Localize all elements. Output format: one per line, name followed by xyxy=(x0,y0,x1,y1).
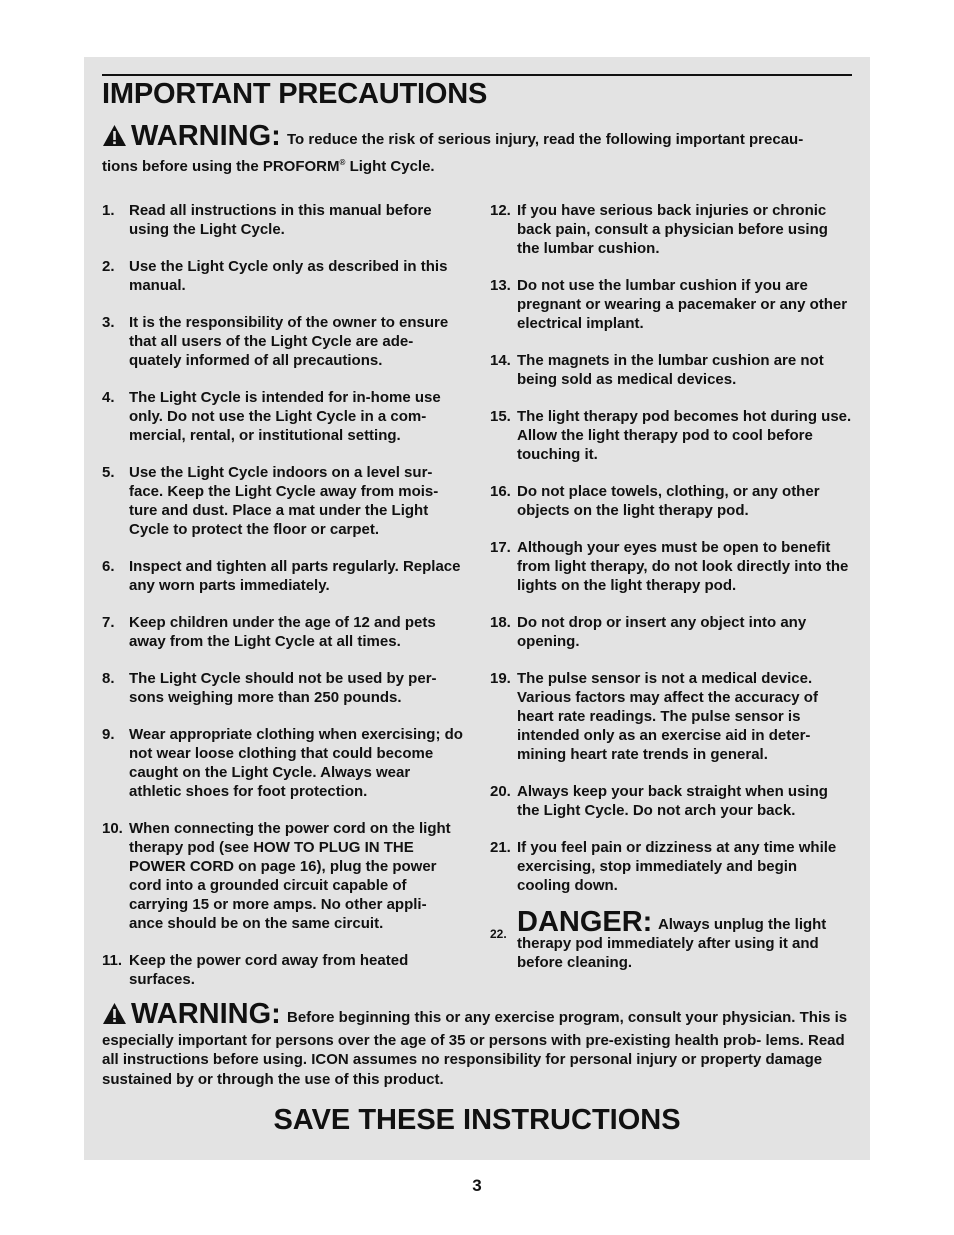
item-number: 8. xyxy=(102,670,115,687)
list-item xyxy=(102,725,464,801)
warning-text-3: Light Cycle. xyxy=(345,157,435,175)
warning-triangle-icon xyxy=(102,124,127,153)
item-text: If you have serious back injuries or chronic back pain, consult a physician before using the lumbar cushion. xyxy=(517,202,828,257)
item-number: 17. xyxy=(490,539,511,556)
item-text: Always keep your back straight when using the Light Cycle. Do not arch your back. xyxy=(517,783,828,819)
item-number: 21. xyxy=(490,839,511,856)
item-text: Although your eyes must be open to benefit from light therapy, do not look directly into the lights on the light therapy pod. xyxy=(517,539,849,594)
item-number: 13. xyxy=(490,277,511,294)
item-text: The light therapy pod becomes hot during use. Allow the light therapy pod to cool before touching it. xyxy=(517,408,852,463)
item-number: 15. xyxy=(490,408,511,425)
list-item xyxy=(102,613,464,651)
item-text: Wear appropriate clothing when exercising; do not wear loose clothing that could become caught on the Light Cycle. Always wear athletic shoes for foot protection. xyxy=(129,726,463,800)
warning-text-1: To reduce the risk of serious injury, read the following important precau- xyxy=(287,131,804,148)
save-instructions-heading: SAVE THESE INSTRUCTIONS xyxy=(273,1104,681,1136)
list-item xyxy=(102,669,464,707)
warning-text-2: tions before using the PROFORM xyxy=(102,157,340,175)
list-item xyxy=(102,557,464,595)
item-number: 14. xyxy=(490,352,511,369)
list-item xyxy=(102,201,464,239)
list-item xyxy=(490,838,852,895)
item-text: The pulse sensor is not a medical device. Various factors may affect the accuracy of heart rate readings. The pulse sensor is intended only as an exercise aid in deter- mining heart rate trends in general. xyxy=(517,670,818,763)
list-item xyxy=(490,782,852,820)
warning-label: WARNING: xyxy=(131,120,281,152)
item-text: Do not drop or insert any object into any opening. xyxy=(517,614,807,650)
warning-triangle-icon xyxy=(102,1002,127,1031)
page-title: IMPORTANT PRECAUTIONS xyxy=(102,78,488,110)
item-number: 20. xyxy=(490,783,511,800)
warning-final-text: Before beginning this or any exercise program, consult your physician. This is especially important for persons over the age of 35 or persons with pre-existing health prob- lems. Read all instructions before using. ICON assumes no responsibility for personal injury or property damage sustained by or through the use of this product. xyxy=(102,1009,848,1088)
item-text: Keep children under the age of 12 and pets away from the Light Cycle at all times. xyxy=(129,614,436,650)
item-text: Use the Light Cycle indoors on a level sur- face. Keep the Light Cycle away from mois- ture and dust. Place a mat under the Light Cycle to protect the floor or carpet. xyxy=(129,464,439,538)
item-text: Keep the power cord away from heated surfaces. xyxy=(129,952,409,988)
list-item xyxy=(490,201,852,258)
item-text: Read all instructions in this manual before using the Light Cycle. xyxy=(129,202,432,238)
list-item xyxy=(490,538,852,595)
item-number: 11. xyxy=(102,952,123,969)
list-item xyxy=(102,388,464,445)
item-number: 16. xyxy=(490,483,511,500)
item-text: Use the Light Cycle only as described in this manual. xyxy=(129,258,448,294)
precautions-column-left xyxy=(102,201,464,1007)
registered-mark: ® xyxy=(339,157,346,167)
item-text: Do not place towels, clothing, or any other objects on the light therapy pod. xyxy=(517,483,820,519)
warning-final xyxy=(102,998,854,1089)
item-number: 22. xyxy=(490,927,507,941)
item-number: 6. xyxy=(102,558,115,575)
item-text: The magnets in the lumbar cushion are not being sold as medical devices. xyxy=(517,352,824,388)
item-number: 2. xyxy=(102,258,115,275)
warning-intro xyxy=(102,120,854,176)
title-rule xyxy=(102,74,852,76)
warning-label: WARNING: xyxy=(131,998,281,1030)
list-item xyxy=(102,313,464,370)
item-number: 12. xyxy=(490,202,511,219)
item-number: 10. xyxy=(102,820,123,837)
item-number: 9. xyxy=(102,726,115,743)
list-item xyxy=(102,819,464,933)
item-text: The Light Cycle is intended for in-home use only. Do not use the Light Cycle in a com- mercial, rental, or institutional setting. xyxy=(129,389,441,444)
danger-label: DANGER: xyxy=(517,906,653,938)
item-number: 1. xyxy=(102,202,115,219)
list-item xyxy=(490,276,852,333)
list-item xyxy=(490,669,852,764)
danger-text: Always unplug the light therapy pod immediately after using it and before cleaning. xyxy=(517,916,827,971)
item-text: The Light Cycle should not be used by per- sons weighing more than 250 pounds. xyxy=(129,670,437,706)
item-number: 4. xyxy=(102,389,115,406)
precautions-column-right xyxy=(490,201,852,990)
list-item xyxy=(490,482,852,520)
list-item xyxy=(490,613,852,651)
list-item xyxy=(490,351,852,389)
list-item xyxy=(102,257,464,295)
page-number: 3 xyxy=(472,1176,482,1195)
item-number: 19. xyxy=(490,670,511,687)
list-item xyxy=(102,463,464,539)
item-text: Inspect and tighten all parts regularly. Replace any worn parts immediately. xyxy=(129,558,461,594)
item-text: Do not use the lumbar cushion if you are pregnant or wearing a pacemaker or any other electrical implant. xyxy=(517,277,848,332)
item-number: 3. xyxy=(102,314,115,331)
list-item xyxy=(490,407,852,464)
item-number: 5. xyxy=(102,464,115,481)
list-item xyxy=(102,951,464,989)
item-number: 7. xyxy=(102,614,115,631)
item-text: It is the responsibility of the owner to ensure that all users of the Light Cycle are ade- quately informed of all precautions. xyxy=(129,314,449,369)
list-item-danger xyxy=(490,906,852,972)
item-number: 18. xyxy=(490,614,511,631)
item-text: If you feel pain or dizziness at any time while exercising, stop immediately and begin cooling down. xyxy=(517,839,837,894)
item-text: When connecting the power cord on the light therapy pod (see HOW TO PLUG IN THE POWER CORD on page 16), plug the power cord into a grounded circuit capable of carrying 15 or more amps. No other appli- ance should be on the same circuit. xyxy=(129,820,451,932)
